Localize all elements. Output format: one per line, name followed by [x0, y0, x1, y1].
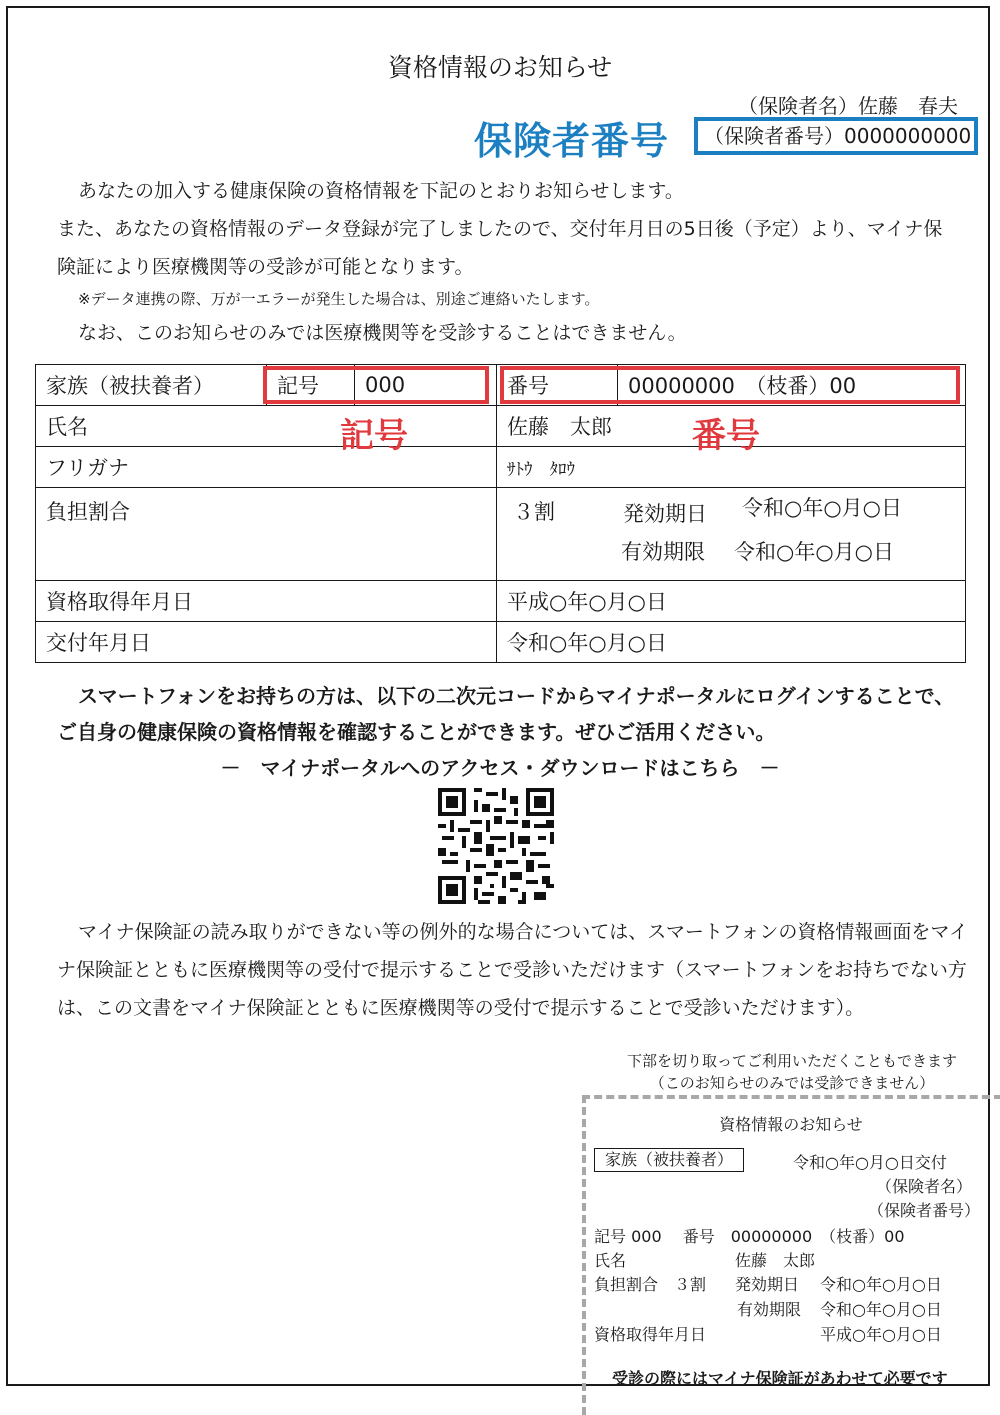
bangou-label: 番号 [507, 374, 549, 398]
effective-value: 令和○年○月○日 [742, 496, 902, 520]
expiry-label: 有効期限 [621, 540, 705, 564]
access-heading: － マイナポータルへのアクセス・ダウンロードはこちら － [220, 756, 780, 780]
paragraph-notice: なお、このお知らせのみでは医療機関等を受診することはできません。 [78, 322, 687, 344]
qr-code-icon[interactable] [438, 788, 554, 904]
data-note: ※データ連携の際、万が一エラーが発生した場合は、別途ご連絡いたします。 [78, 290, 600, 308]
cutout-acquired-value: 平成○年○月○日 [820, 1325, 942, 1344]
name-label: 氏名 [36, 406, 497, 447]
smartphone-line-2: ご自身の健康保険の資格情報を確認することができます。ぜひご活用ください。 [57, 720, 776, 744]
cutout-expiry-value: 令和○年○月○日 [820, 1300, 942, 1319]
insurer-number-heading: 保険者番号 [474, 119, 670, 163]
paragraph-2: また、あなたの資格情報のデータ登録が完了しましたので、交付年月日の5日後（予定）より、マイナ保 [57, 218, 943, 240]
acquired-value: 平成○年○月○日 [497, 581, 966, 622]
table-row [36, 581, 966, 622]
cutout-note-2: （このお知らせのみでは受診できません） [649, 1074, 935, 1092]
issued-value: 令和○年○月○日 [497, 622, 966, 663]
effective-label: 発効期日 [623, 502, 707, 526]
paragraph-1: あなたの加入する健康保険の資格情報を下記のとおりお知らせします。 [78, 180, 684, 202]
smartphone-line-1: スマートフォンをお持ちの方は、以下の二次元コードからマイナポータルにログインすることで、 [78, 684, 955, 708]
bangou-value: 00000000 （枝番）00 [617, 365, 965, 405]
page-title: 資格情報のお知らせ [387, 53, 613, 82]
cutout-family: 家族（被扶養者） [594, 1148, 744, 1172]
kigou-label: 記号 [266, 365, 354, 405]
table-row [36, 406, 966, 447]
cutout-expiry-label: 有効期限 [737, 1300, 802, 1319]
exception-line-3: は、この文書をマイナ保険証とともに医療機関等の受付で提示することで受診いただけます）。 [57, 997, 865, 1019]
name-value: 佐藤 太郎 [497, 406, 966, 447]
cutout-effective-label: 発効期日 [735, 1275, 800, 1294]
burden-label: 負担割合 [36, 488, 497, 581]
cutout-insurer-name: （保険者名） [876, 1177, 973, 1196]
expiry-value: 令和○年○月○日 [734, 540, 894, 564]
cutout-name-label: 氏名 [594, 1251, 627, 1270]
table-row [36, 488, 966, 581]
eligibility-table [35, 364, 966, 663]
kigou-value: 000 [354, 365, 496, 405]
table-row [36, 622, 966, 663]
issued-label: 交付年月日 [36, 622, 497, 663]
kigou-highlight [263, 366, 489, 404]
bangou-annotation: 番号 [692, 416, 760, 456]
kigou-annotation: 記号 [340, 416, 408, 456]
insurer-number-box: （保険者番号）0000000000 [694, 117, 978, 155]
bangou-highlight [500, 366, 960, 404]
paragraph-3: 険証により医療機関等の受診が可能となります。 [57, 256, 474, 278]
insurer-name: （保険者名）佐藤 春夫 [738, 94, 958, 118]
furigana-label: フリガナ [36, 447, 497, 488]
exception-line-2: ナ保険証とともに医療機関等の受付で提示することで受診いただけます（スマートフォンをお持ちでない方 [57, 959, 967, 981]
acquired-label: 資格取得年月日 [36, 581, 497, 622]
cutout-name-value: 佐藤 太郎 [735, 1251, 816, 1270]
cutout-note-1: 下部を切り取ってご利用いただくこともできます [626, 1052, 957, 1070]
cutout-burden: 負担割合 ３割 [594, 1275, 707, 1294]
cutout-effective-value: 令和○年○月○日 [820, 1275, 942, 1294]
family-label: 家族（被扶養者） [46, 374, 214, 398]
cutout-issued: 令和○年○月○日交付 [793, 1153, 947, 1172]
cutout-insurer-number: （保険者番号） [868, 1201, 981, 1220]
table-row [36, 447, 966, 488]
burden-value: ３割 [513, 500, 555, 524]
exception-line-1: マイナ保険証の読み取りができない等の例外的な場合については、スマートフォンの資格情報画面をマイ [78, 921, 968, 943]
cutout-title: 資格情報のお知らせ [719, 1115, 863, 1134]
cutout-footer: 受診の際にはマイナ保険証があわせて必要です [612, 1369, 948, 1388]
furigana-value: ｻﾄｳ ﾀﾛｳ [497, 447, 966, 488]
cutout-acquired-label: 資格取得年月日 [594, 1325, 707, 1344]
cutout-kigou-line: 記号 000 番号 00000000 （枝番）00 [594, 1227, 905, 1246]
